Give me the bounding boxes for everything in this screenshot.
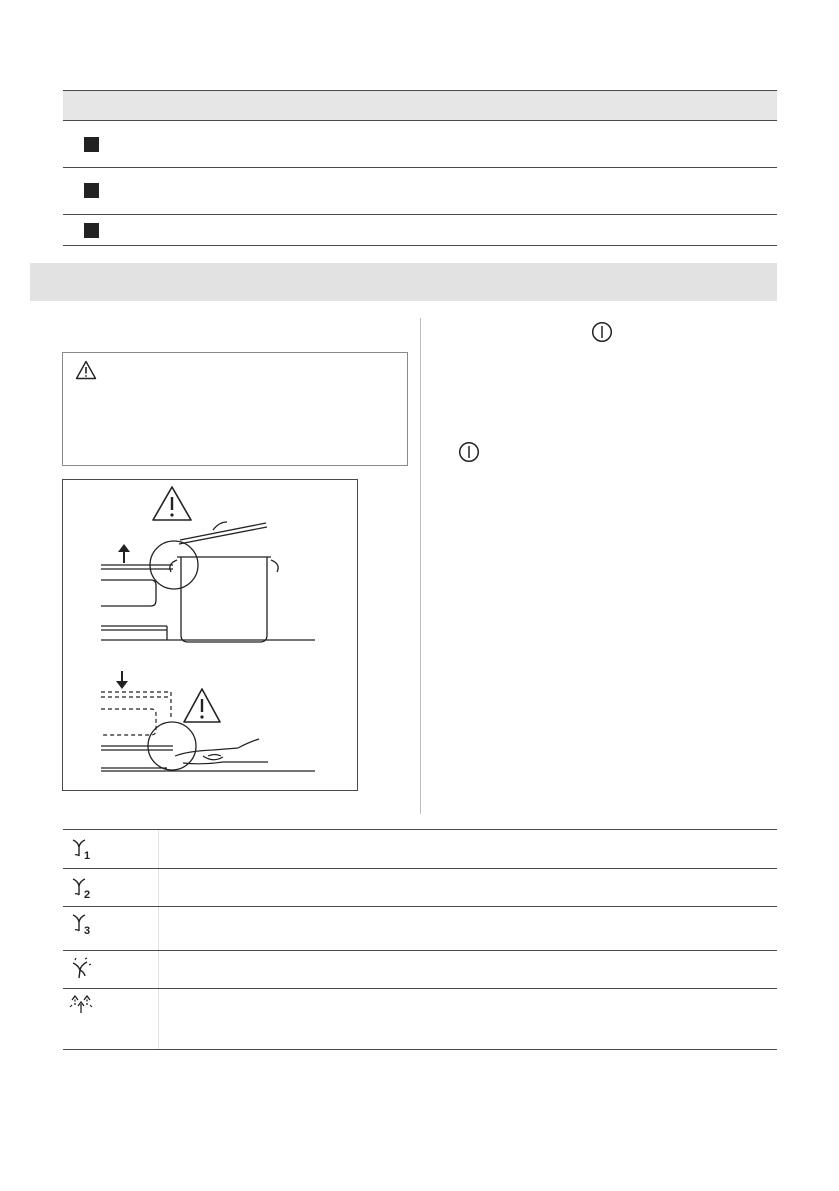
status-table-row [63,215,777,246]
power-icon [458,441,480,463]
fan-speed-label: 2 [84,889,91,900]
warning-triangle-icon [153,487,191,520]
filled-square-icon [84,137,99,152]
extraction-arrows-icon [67,993,95,1015]
illustration-drawing [63,480,357,790]
fan-speed-label: 3 [84,925,91,936]
fan-speed-2-icon [69,876,95,900]
warning-box [62,352,408,466]
table-row [63,906,777,950]
power-icon [591,321,613,343]
filled-square-icon [84,223,99,238]
hand-under-hob [175,739,268,764]
table-row [63,868,777,906]
warning-triangle-icon [75,360,97,380]
fan-speed-3-icon [69,912,95,936]
status-table-header [63,90,777,121]
table-row [63,950,777,988]
table-row [63,829,777,868]
filled-square-icon [84,183,99,198]
fan-speed-label: 1 [84,850,91,861]
hob-drawer [101,565,315,640]
status-table [63,90,777,246]
pot-drawer-illustration [62,479,358,791]
table-bottom-rule [63,1049,777,1050]
section-heading-band [30,263,777,301]
status-table-row [63,168,777,215]
status-table-row [63,121,777,168]
warning-triangle-icon [184,689,220,722]
arrow-down-icon [116,671,128,689]
fan-speed-1-icon [69,837,95,861]
table-row [63,988,777,1050]
column-divider [420,318,421,814]
fan-boost-icon [69,957,95,983]
fan-speed-table [63,829,777,1050]
pot-with-lid [170,522,278,642]
hob-drawer-dashed [101,692,171,735]
arrow-up-icon [118,544,130,563]
